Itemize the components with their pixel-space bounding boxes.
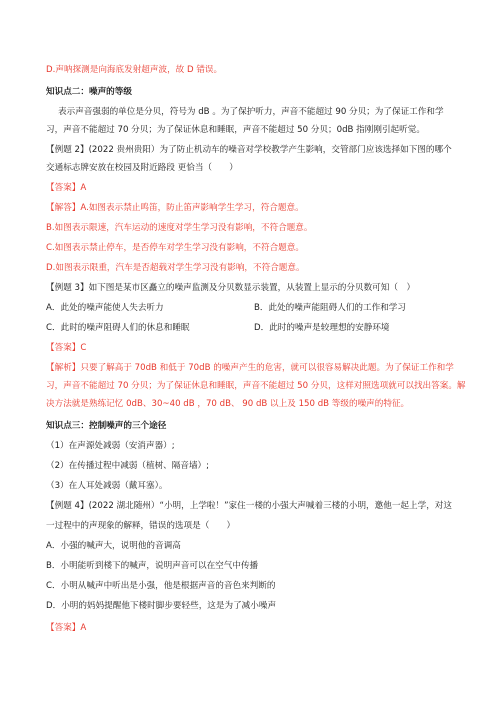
section-heading: 知识点三：控制噪声的三个途径	[46, 421, 167, 431]
option-b: B．此处的噪声能阻碍人们的工作和学习	[254, 303, 406, 313]
text-line: D.声呐探测是向海底发射超声波，故 D 错误。	[46, 65, 223, 75]
paragraph-line: 表示声音强弱的单位是分贝，符号为 dB 。为了保护听力，声音不能超过 90 分贝；为了保证工作和学	[58, 107, 444, 117]
list-item: （1）在声源处减弱（安消声器）;	[46, 441, 175, 451]
option-row	[46, 322, 458, 335]
explanation-line: 【解析】只要了解高于 70dB 和低于 70dB 的噪声产生的危害，就可以很容易解决此题。为了保证工作和学	[46, 363, 454, 373]
option-c: C．小明从喊声中听出是小强，他是根据声音的音色来判断的	[46, 581, 276, 591]
option-c: C．此时的噪声阻碍人们的休息和睡眠	[46, 323, 190, 333]
explanation-line: 习，声音不能超过 70 分贝；为了保证休息和睡眠，声音不能超过 50 分贝，这样对照选项就可以找出答案。解	[46, 381, 466, 391]
option-d: D．小明的妈妈提醒他下楼时脚步要轻些，这是为了减小噪声	[46, 601, 277, 611]
question-line: 【例题 4】(2022 湖北随州）“小明，上学啦！”家住一楼的小强大声喊着三楼的小明，邀他一起上学，对这	[46, 501, 452, 511]
question-line: 交通标志牌安放在校园及附近路段 更恰当（ ）	[46, 163, 238, 173]
list-item: （3）在人耳处减弱（戴耳塞）。	[46, 481, 168, 491]
explanation-line: 【解答】A.如图表示禁止鸣笛，防止笛声影响学生学习，符合题意。	[46, 203, 304, 213]
list-item: （2）在传播过程中减弱（植树、隔音墙）;	[46, 461, 210, 471]
explanation-line: C.如图表示禁止停车，是否停车对学生学习没有影响，不符合题意。	[46, 243, 304, 253]
explanation-line: D.如图表示限重，汽车是否超载对学生学习没有影响，不符合题意。	[46, 263, 305, 273]
answer-label: 【答案】A	[46, 183, 87, 193]
paragraph-line: 习，声音不能超过 70 分贝；为了保证休息和睡眠，声音不能超过 50 分贝；0dB 指刚刚引起听觉。	[46, 125, 425, 135]
explanation-line: 决方法就是熟练记忆 0dB、30~40 dB ，70 dB、 90 dB 以上及 150 dB 等级的噪声的特征。	[46, 399, 410, 409]
explanation-line: B.如图表示限速，汽车运动的速度对学生学习没有影响，不符合题意。	[46, 223, 313, 233]
option-row	[46, 302, 458, 315]
option-a: A．此处的噪声能使人失去听力	[46, 303, 164, 313]
question-line: 【例题 3】如下图是某市区矗立的噪声监测及分贝数显示装置，从装置上显示的分贝数可知（ ）	[46, 283, 416, 293]
answer-label: 【答案】A	[46, 623, 87, 633]
answer-label: 【答案】C	[46, 343, 87, 353]
option-a: A．小强的喊声大，说明他的音调高	[46, 541, 181, 551]
question-line: 一过程中的声现象的解释，错误的选项是（ ）	[46, 521, 236, 531]
section-heading: 知识点二：噪声的等级	[46, 87, 132, 97]
option-b: B．小明能听到楼下的喊声，说明声音可以在空气中传播	[46, 561, 259, 571]
option-d: D．此时的噪声是较理想的安静环境	[254, 323, 390, 333]
question-line: 【例题 2】(2022 贵州贵阳）为了防止机动车的噪音对学校教学产生影响，交管部门应该选择如下图的哪个	[46, 145, 452, 155]
